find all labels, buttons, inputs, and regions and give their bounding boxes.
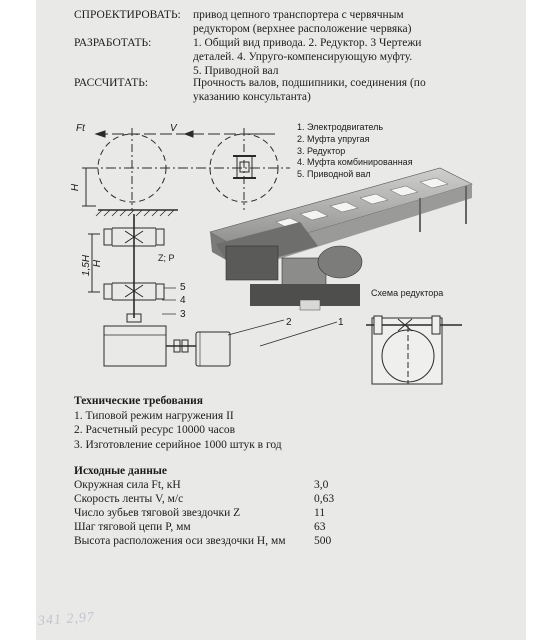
data-value: 3,0 <box>314 479 329 491</box>
data-value: 63 <box>314 521 326 533</box>
data-value: 500 <box>314 535 332 547</box>
handwritten-note: 341 2,97 <box>37 610 96 629</box>
legend-item: 2. Муфта упругая <box>297 133 370 144</box>
zp-label: Z; P <box>158 253 175 263</box>
drive-reducer-housing <box>226 246 278 280</box>
height-15h-label: 1,5H <box>81 254 93 277</box>
data-value: 0,63 <box>314 493 335 505</box>
requirement-item: 3. Изготовление серийное 1000 штук в год <box>74 439 282 451</box>
develop-value-1: 1. Общий вид привода. 2. Редуктор. 3 Чертежи <box>193 37 422 49</box>
requirement-item: 2. Расчетный ресурс 10000 часов <box>74 424 236 436</box>
reducer-scheme-title: Схема редуктора <box>371 288 444 298</box>
speed-label: V <box>170 123 177 134</box>
data-row <box>74 479 374 493</box>
requirements-heading: Технические требования <box>74 395 203 407</box>
data-label: Скорость ленты V, м/с <box>74 493 184 505</box>
callout-2: 2 <box>286 317 292 328</box>
data-label: Число зубьев тяговой звездочки Z <box>74 507 241 519</box>
develop-value-3: 5. Приводной вал <box>193 65 279 77</box>
legend-item: 1. Электродвигатель <box>297 122 384 132</box>
design-key: СПРОЕКТИРОВАТЬ: <box>74 9 181 21</box>
calc-value-2: указанию консультанта) <box>193 91 311 103</box>
data-label: Окружная сила Ft, кН <box>74 479 181 491</box>
data-row <box>74 507 374 521</box>
calc-key: РАССЧИТАТЬ: <box>74 77 149 89</box>
data-row <box>74 493 374 507</box>
requirement-item: 1. Типовой режим нагружения II <box>74 410 234 422</box>
develop-key: РАЗРАБОТАТЬ: <box>74 37 152 49</box>
reducer-scheme-drawing <box>366 316 462 384</box>
height-label: H <box>70 183 82 192</box>
data-row <box>74 521 374 535</box>
callout-3: 3 <box>180 309 186 320</box>
data-label: Шаг тяговой цепи P, мм <box>74 521 191 533</box>
data-row <box>74 535 374 549</box>
legend-item: 3. Редуктор <box>297 145 346 156</box>
data-value: 11 <box>314 507 326 519</box>
callout-5: 5 <box>180 282 186 293</box>
develop-value-2: деталей. 4. Упруго-компенсирующую муфту. <box>193 51 413 63</box>
height-h-lower-label: H <box>92 259 104 268</box>
data-label: Высота расположения оси звездочки H, мм <box>74 535 286 547</box>
legend-item: 5. Приводной вал <box>297 169 371 180</box>
calc-value-1: Прочность валов, подшипники, соединения (по <box>193 77 426 89</box>
initial-data-heading: Исходные данные <box>74 465 167 477</box>
design-value-2: редуктором (верхнее расположение червяка) <box>193 23 412 35</box>
component-legend <box>297 122 413 181</box>
force-label: Ft <box>76 123 85 134</box>
legend-item: 4. Муфта комбинированная <box>297 157 413 168</box>
callout-1: 1 <box>338 317 344 328</box>
drive-motor-housing <box>318 246 362 278</box>
design-value-1: привод цепного транспортера с червячным <box>193 9 404 21</box>
callout-4: 4 <box>180 295 186 306</box>
